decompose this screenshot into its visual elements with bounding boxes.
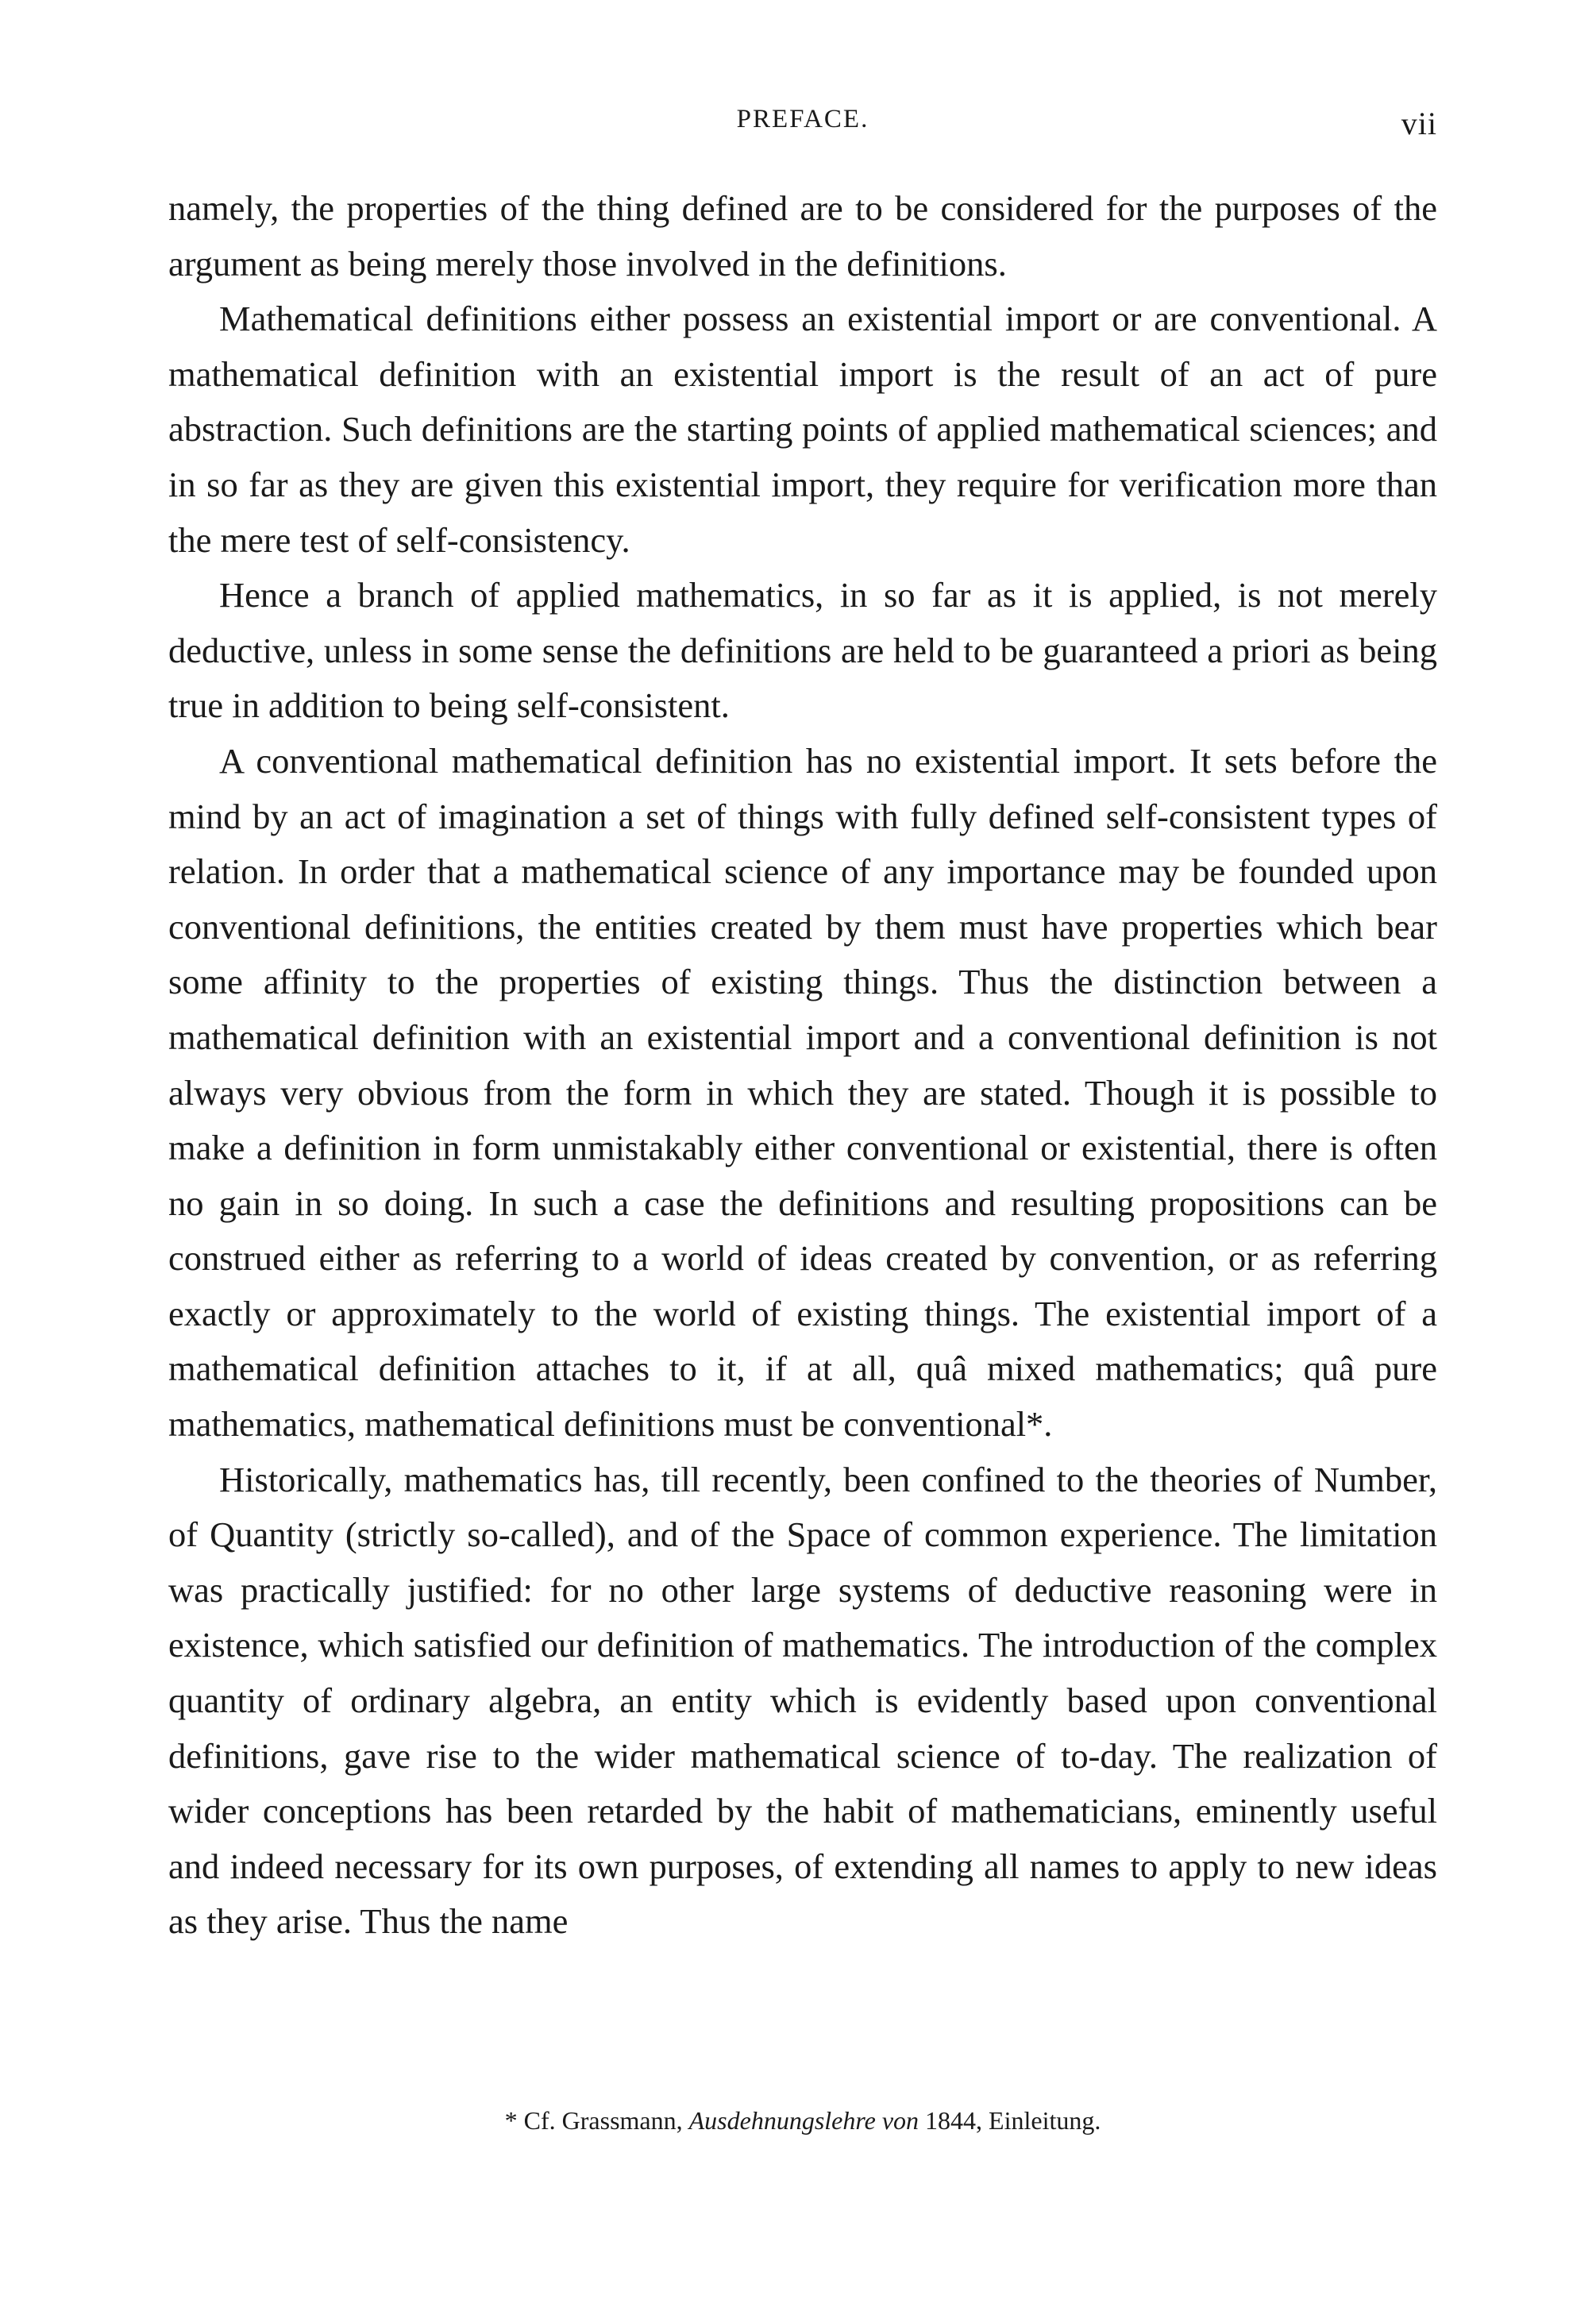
paragraph-4: A conventional mathematical definition has no existential import. It sets before the mind by an act of imagination a set of things with fully defined self-consistent types of relation. In order that a mathematical science of any importance may be founded upon conventional definitions, the entities created by them must have properties which bear some affinity to the properties of existing things. Thus the distinction between a mathematical definition with an existential import and a conventional definition is not always very obvious from the form in which they are stated. Though it is possible to make a definition in form unmistakably either conventional or existential, there is often no gain in so doing. In such a case the definitions and resulting propositions can be construed either as referring to a world of ideas created by convention, or as referring exactly or approximately to the world of existing things. The existential import of a mathematical definition attaches to it, if at all, quâ mixed mathematics; quâ pure mathematics, mathematical definitions must be conventional*. xyxy=(168,740,1437,1445)
footnote xyxy=(168,2103,1437,2138)
footnote-suffix: 1844, Einleitung. xyxy=(925,2106,1101,2135)
footnote-work-title: Ausdehnungslehre von xyxy=(688,2106,919,2135)
paragraph-1: namely, the properties of the thing defined are to be considered for the purposes of the argument as being merely those involved in the definitions. xyxy=(168,188,1437,284)
paragraph-5: Historically, mathematics has, till recently, been confined to the theories of Number, of Quantity (strictly so-called), and of the Space of common experience. The limitation was practically justified: for no other large systems of deductive reasoning were in existence, which satisfied our definition of mathematics. The introduction of the complex quantity of ordinary algebra, an entity which is evidently based upon conventional definitions, gave rise to the wider mathematical science of to-day. The realization of wider conceptions has been retarded by the habit of mathematicians, eminently useful and indeed necessary for its own purposes, of extending all names to apply to new ideas as they arise. Thus the name xyxy=(168,1459,1437,1942)
footnote-marker: * xyxy=(504,2106,518,2135)
body-text xyxy=(168,181,1437,1950)
paragraph-3: Hence a branch of applied mathematics, in so far as it is applied, is not merely deductive, unless in some sense the definitions are held to be guaranteed a priori as being true in addition to being self-consistent. xyxy=(168,575,1437,726)
paragraph-2: Mathematical definitions either possess an existential import or are conventional. A mathematical definition with an existential import is the result of an act of pure abstraction. Such definitions are the starting points of applied mathematical sciences; and in so far as they are given this existential import, they require for verification more than the mere test of self-consistency. xyxy=(168,299,1437,560)
running-title: PREFACE. xyxy=(736,105,869,133)
running-head xyxy=(168,105,1437,149)
page-number: vii xyxy=(1401,106,1437,141)
footnote-prefix: Cf. Grassmann, xyxy=(523,2106,683,2135)
